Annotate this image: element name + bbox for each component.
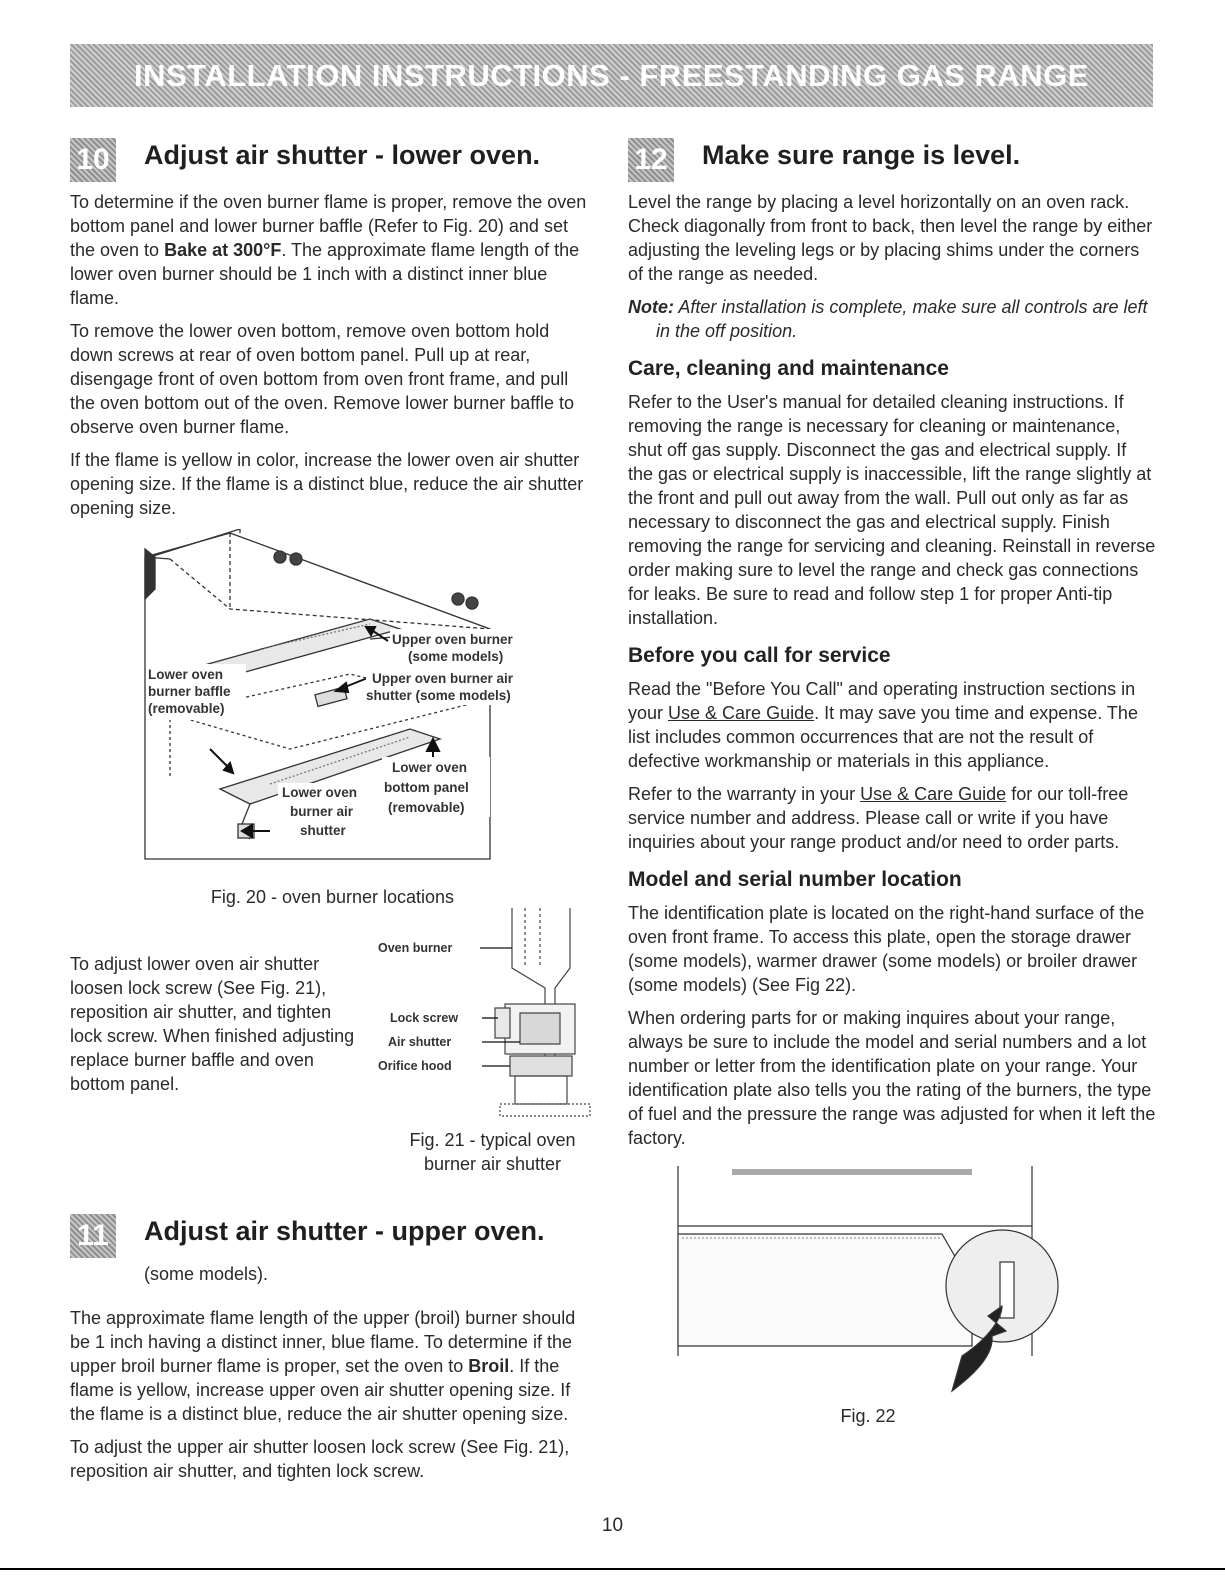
serial-heading: Model and serial number location bbox=[628, 868, 962, 891]
label-upper-shutter-2: shutter (some models) bbox=[366, 688, 511, 703]
service-paragraph-1: Read the "Before You Call" and operating instruction sections in your Use & Care Guide. It may save you time and expense. The list includes common occurrences that are not the result of defective workmanship or materials in this appliance. bbox=[628, 679, 1138, 771]
fig-22-drawer-diagram bbox=[672, 1166, 1092, 1406]
care-heading: Care, cleaning and maintenance bbox=[628, 357, 949, 380]
label-lock-screw: Lock screw bbox=[390, 1011, 459, 1025]
label-bottom-panel-3: (removable) bbox=[388, 800, 465, 815]
step-11-number-badge: 11 bbox=[70, 1214, 116, 1258]
service-paragraph-2: Refer to the warranty in your Use & Care Guide for our toll-free service number and address. Please call or write if you have inquiries about your range product and/or need to order parts. bbox=[628, 784, 1129, 852]
step-11-title: Adjust air shutter - upper oven. bbox=[144, 1216, 545, 1246]
label-oven-burner: Oven burner bbox=[378, 941, 453, 955]
step-10-paragraph-3: If the flame is yellow in color, increase the lower oven air shutter opening size. If the flame is a distinct blue, reduce the air shutter opening size. bbox=[70, 450, 584, 518]
bottom-rule bbox=[0, 1568, 1225, 1570]
label-upper-shutter-1: Upper oven burner air bbox=[372, 671, 514, 686]
label-lower-baffle-3: (removable) bbox=[148, 701, 225, 716]
step-10-paragraph-1: To determine if the oven burner flame is proper, remove the oven bottom panel and lower burner baffle (Refer to Fig. 20) and set the oven to Bake at 300°F. The approximate flame length of the lower oven burner should be 1 inch with a distinct inner blue flame. bbox=[70, 192, 587, 308]
fig-20-oven-burner-diagram bbox=[70, 529, 595, 889]
step-10-paragraph-2: To remove the lower oven bottom, remove oven bottom hold down screws at rear of oven bottom panel. Pull up at rear, disengage front of oven bottom from oven front frame, and pull the oven bottom out of the oven. Remove lower burner baffle to observe oven burner flame. bbox=[70, 321, 574, 437]
label-bottom-panel-1: Lower oven bbox=[392, 760, 468, 775]
page-banner bbox=[70, 44, 1153, 107]
label-lower-shutter-3: shutter bbox=[300, 823, 346, 838]
label-bottom-panel-2: bottom panel bbox=[384, 780, 469, 795]
care-paragraph: Refer to the User's manual for detailed cleaning instructions. If removing the range is necessary for cleaning or maintenance, shut off gas supply. Disconnect the gas and electrical supply. If the gas or electrical supply is inaccessible, lift the range slightly at the front and pull out away from the wall. Pull out only as far as necessary to disconnect the gas and electrical supply. Finish removing the range for servicing and cleaning. Reinstall in reverse order making sure to level the range and check gas connections for leaks. Be sure to read and follow step 1 for proper Anti-tip installation. bbox=[628, 392, 1156, 628]
fig-21-air-shutter-diagram bbox=[370, 908, 595, 1123]
left-column bbox=[70, 134, 595, 1492]
serial-paragraph-2: When ordering parts for or making inquires about your range, always be sure to include the model and serial numbers and a lot number or letter from the identification plate on your range. Your identification plate also tells you the rating of the burners, the type of fuel and the pressure the range was adjusted for when it left the factory. bbox=[628, 1008, 1156, 1148]
step-11-header bbox=[70, 1210, 595, 1254]
label-air-shutter: Air shutter bbox=[388, 1035, 452, 1049]
step-10-header bbox=[70, 134, 595, 182]
fig-20-caption: Fig. 20 - oven burner locations bbox=[210, 887, 455, 907]
page-number: 10 bbox=[601, 1515, 624, 1536]
serial-paragraph-1: The identification plate is located on the right-hand surface of the oven front frame. To access this plate, open the storage drawer (some models), warmer drawer (some models) or broiler drawer (some models) (See Fig 22). bbox=[628, 903, 1145, 995]
label-lower-baffle-2: burner baffle bbox=[148, 684, 231, 699]
use-care-guide-link: Use & Care Guide bbox=[668, 703, 815, 723]
step-11-paragraph-1: The approximate flame length of the upper (broil) burner should be 1 inch having a distinct inner, blue flame. To determine if the upper broil burner flame is proper, set the oven to Broil. If the flame is yellow, increase upper oven air shutter opening size. If the flame is a distinct blue, reduce the air shutter opening size. bbox=[70, 1308, 576, 1424]
label-lower-baffle-1: Lower oven bbox=[148, 667, 224, 682]
right-column bbox=[628, 134, 1156, 1427]
label-orifice-hood: Orifice hood bbox=[378, 1059, 452, 1073]
fig-21-row bbox=[70, 922, 595, 1192]
step-12-note: Note: After installation is complete, make sure all controls are left in the off position. bbox=[628, 297, 1148, 341]
use-care-guide-link-2: Use & Care Guide bbox=[860, 784, 1007, 804]
label-lower-shutter-2: burner air bbox=[290, 804, 354, 819]
step-12-header bbox=[628, 134, 1156, 182]
banner-title: INSTALLATION INSTRUCTIONS - FREESTANDING GAS RANGE bbox=[134, 57, 1089, 93]
step-12-paragraph-1: Level the range by placing a level horizontally on an oven rack. Check diagonally from front to back, then level the range by either adjusting the leveling legs or by placing shims under the corners of the range as needed. bbox=[628, 192, 1153, 284]
step-10-number-badge: 10 bbox=[70, 138, 116, 182]
label-upper-burner-1: Upper oven burner bbox=[392, 632, 513, 647]
label-lower-shutter-1: Lower oven bbox=[282, 785, 358, 800]
step-10-paragraph-4: To adjust lower oven air shutter loosen lock screw (See Fig. 21), reposition air shutter, and tighten lock screw. When finished adjusting replace burner baffle and oven bottom panel. bbox=[70, 954, 355, 1094]
step-11-paragraph-2: To adjust the upper air shutter loosen lock screw (See Fig. 21), reposition air shutter, and tighten lock screw. bbox=[70, 1437, 570, 1481]
fig-22-caption: Fig. 22 bbox=[840, 1406, 896, 1426]
step-12-number-badge: 12 bbox=[628, 138, 674, 182]
step-10-title: Adjust air shutter - lower oven. bbox=[144, 140, 541, 170]
label-upper-burner-2: (some models) bbox=[408, 649, 504, 664]
step-11-subtitle: (some models). bbox=[144, 1264, 269, 1284]
service-heading: Before you call for service bbox=[628, 644, 891, 667]
fig-21-caption: Fig. 21 - typical oven burner air shutter bbox=[409, 1130, 576, 1174]
step-12-title: Make sure range is level. bbox=[702, 140, 1021, 170]
